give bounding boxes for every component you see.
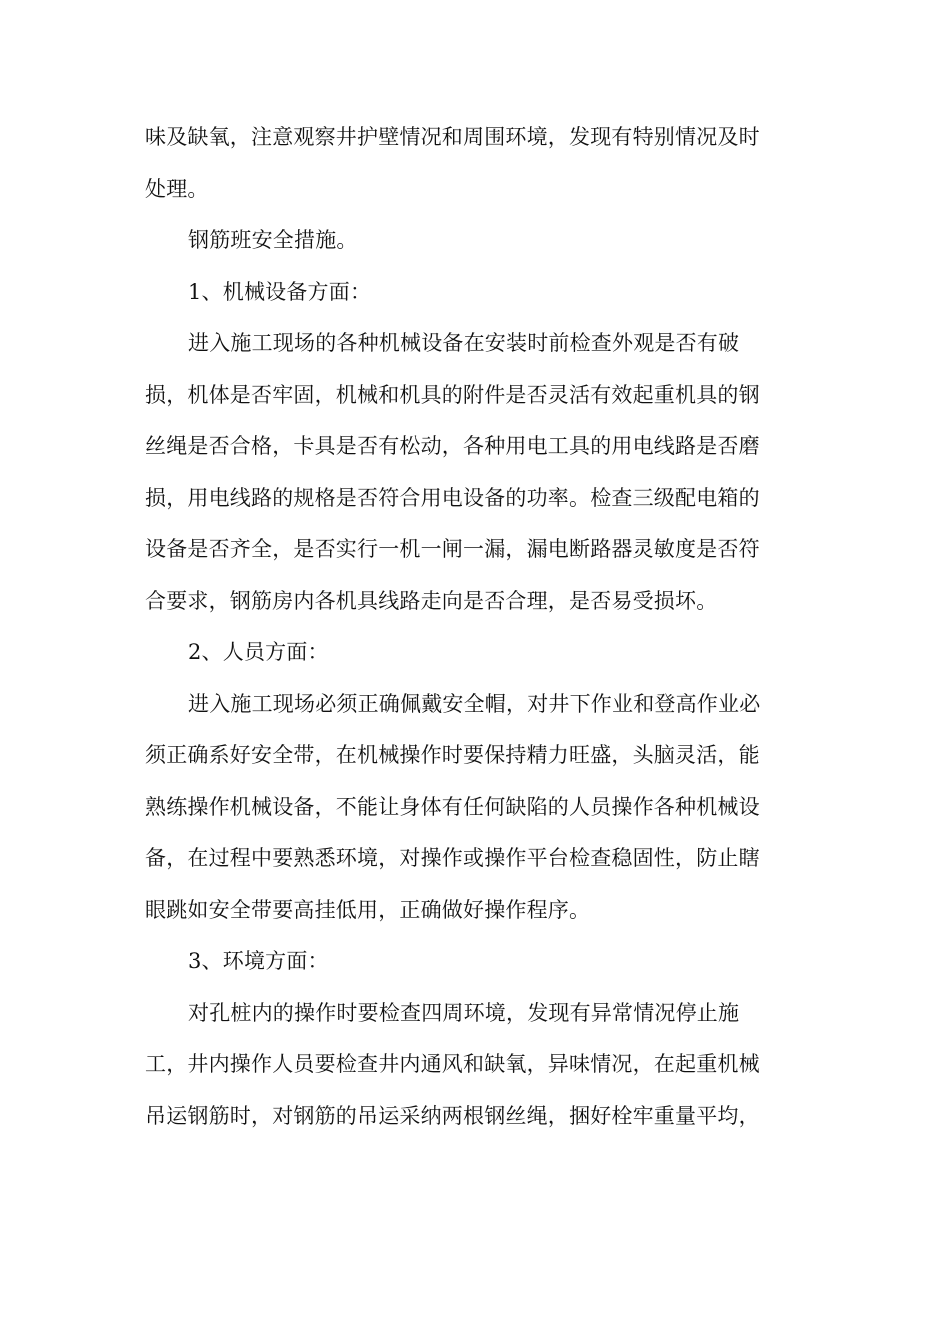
- text-line: 合要求，钢筋房内各机具线路走向是否合理，是否易受损坏。: [145, 588, 718, 613]
- text-line: 须正确系好安全带，在机械操作时要保持精力旺盛，头脑灵活，能: [145, 743, 760, 767]
- subsection-heading: 1、机械设备方面：: [188, 279, 372, 304]
- text-line: 味及缺氧，注意观察井护壁情况和周围环境，发现有特别情况及时: [145, 125, 760, 149]
- text-line: 备，在过程中要熟悉环境，对操作或操作平台检查稳固性，防止瞎: [145, 846, 760, 870]
- body-text: [145, 112, 797, 1142]
- subsection-heading: 3、环境方面：: [188, 949, 329, 973]
- section-title: 钢筋班安全措施。: [188, 228, 358, 252]
- text-line: 工，井内操作人员要检查井内通风和缺氧，异味情况，在起重机械: [145, 1052, 760, 1076]
- text-line: 吊运钢筋时，对钢筋的吊运采纳两根钢丝绳，捆好栓牢重量平均，: [145, 1103, 760, 1128]
- text-line: 损，机体是否牢固，机械和机具的附件是否灵活有效起重机具的钢: [145, 382, 760, 407]
- text-line: 损，用电线路的规格是否符合用电设备的功率。检查三级配电箱的: [145, 485, 760, 510]
- text-line: 眼跳如安全带要高挂低用，正确做好操作程序。: [145, 897, 591, 922]
- text-line: 设备是否齐全，是否实行一机一闸一漏，漏电断路器灵敏度是否符: [145, 537, 760, 561]
- text-line: 进入施工现场的各种机械设备在安装时前检查外观是否有破: [188, 331, 740, 355]
- text-line: 对孔桩内的操作时要检查四周环境，发现有异常情况停止施: [188, 1000, 740, 1025]
- text-line: 处理。: [145, 176, 209, 201]
- text-line: 熟练操作机械设备，不能让身体有任何缺陷的人员操作各种机械设: [145, 794, 760, 819]
- text-line: 进入施工现场必须正确佩戴安全帽，对井下作业和登高作业必: [188, 691, 761, 716]
- subsection-heading: 2、人员方面：: [188, 640, 329, 664]
- text-line: 丝绳是否合格，卡具是否有松动，各种用电工具的用电线路是否磨: [145, 434, 760, 458]
